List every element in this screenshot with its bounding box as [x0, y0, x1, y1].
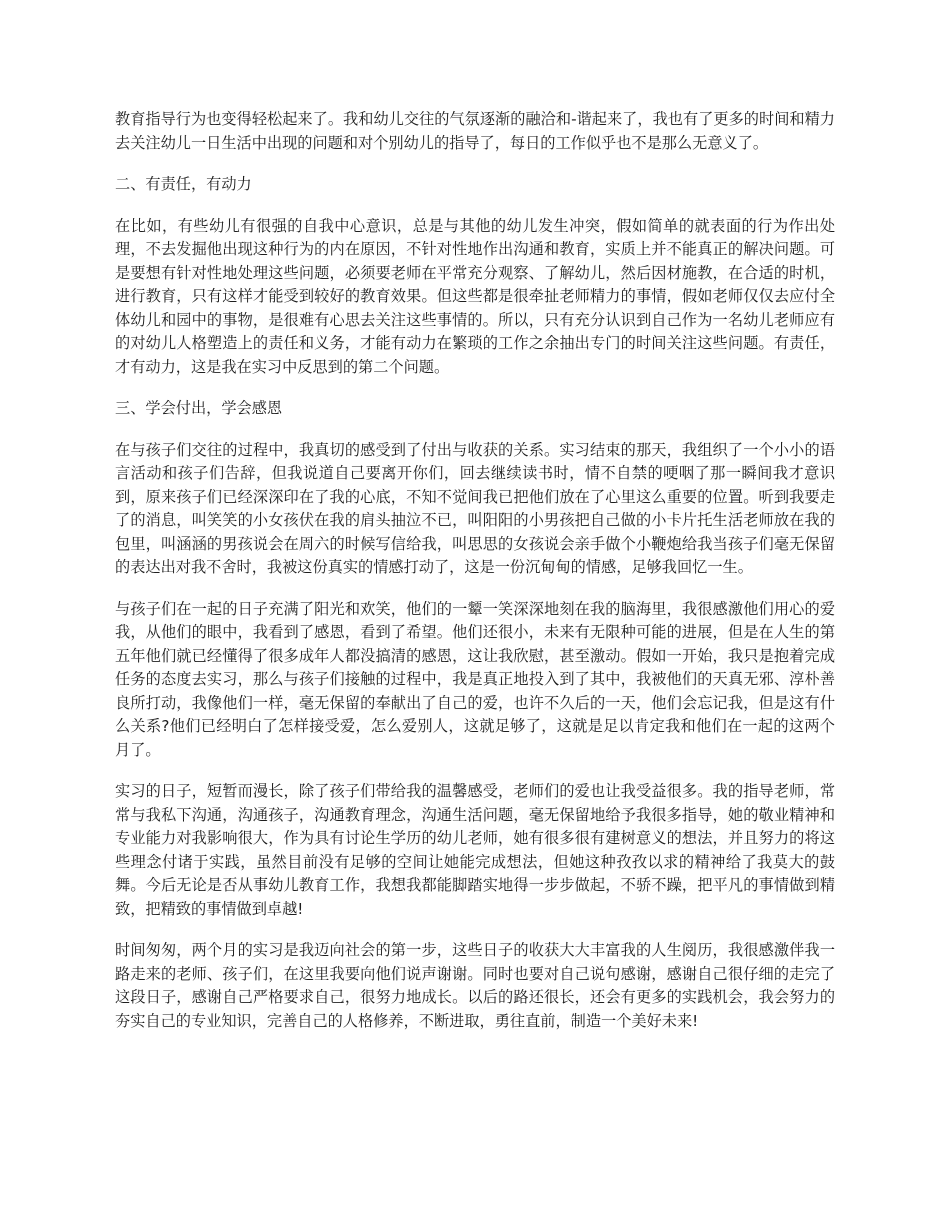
paragraph-responsibility: 在比如，有些幼儿有很强的自我中心意识，总是与其他的幼儿发生冲突，假如简单的就表面的行为作出处理，不去发掘他出现这种行为的内在原因，不针对性地作出沟通和教育，实质上并不能真正的解决问题。可是要想有针对性地处理这些问题，必须要老师在平常充分观察、了解幼儿，然后因材施教，在合适的时机，进行教育，只有这样才能受到较好的教育效果。但这些都是很牵扯老师精力的事情，假如老师仅仅去应付全体幼儿和园中的事物，是很难有心思去关注这些事情的。所以，只有充分认识到自己作为一名幼儿老师应有的对幼儿人格塑造上的责任和义务，才能有动力在繁琐的工作之余抽出专门的时间关注这些问题。有责任，才有动力，这是我在实习中反思到的第二个问题。	[115, 216, 835, 376]
section-heading-2: 二、有责任，有动力	[115, 175, 252, 193]
document-body	[115, 108, 835, 1051]
paragraph-intro: 教育指导行为也变得轻松起来了。我和幼儿交往的气氛逐渐的融洽和-谐起来了，我也有了更多的时间和精力去关注幼儿一日生活中出现的问题和对个别幼儿的指导了，每日的工作似乎也不是那么无意义了。	[115, 110, 835, 152]
paragraph-conclusion: 时间匆匆，两个月的实习是我迈向社会的第一步，这些日子的收获大大丰富我的人生阅历，我很感激伴我一路走来的老师、孩子们，在这里我要向他们说声谢谢。同时也要对自己说句感谢，感谢自己很仔细的走完了这段日子，感谢自己严格要求自己，很努力地成长。以后的路还很长，还会有更多的实践机会，我会努力的夯实自己的专业知识，完善自己的人格修养，不断进取，勇往直前，制造一个美好未来!	[115, 941, 835, 1030]
paragraph-mentor: 实习的日子，短暂而漫长，除了孩子们带给我的温馨感受，老师们的爱也让我受益很多。我的指导老师，常常与我私下沟通，沟通孩子，沟通教育理念，沟通生活问题，毫无保留地给予我很多指导，她的敬业精神和专业能力对我影响很大，作为具有讨论生学历的幼儿老师，她有很多很有建树意义的想法，并且努力的将这些理念付诸于实践，虽然目前没有足够的空间让她能完成想法，但她这种孜孜以求的精神给了我莫大的鼓舞。今后无论是否从事幼儿教育工作，我想我都能脚踏实地得一步步做起，不骄不躁，把平凡的事情做到精致，把精致的事情做到卓越!	[115, 782, 835, 918]
paragraph-farewell: 在与孩子们交往的过程中，我真切的感受到了付出与收获的关系。实习结束的那天，我组织了一个小小的语言活动和孩子们告辞，但我说道自己要离开你们，回去继续读书时，情不自禁的哽咽了那一瞬间我才意识到，原来孩子们已经深深印在了我的心底，不知不觉间我已把他们放在了心里这么重要的位置。听到我要走了的消息，叫笑笑的小女孩伏在我的肩头抽泣不已，叫阳阳的小男孩把自己做的小卡片托生活老师放在我的包里，叫涵涵的男孩说会在周六的时候写信给我，叫思思的女孩说会亲手做个小鞭炮给我当孩子们毫无保留的表达出对我不舍时，我被这份真实的情感打动了，这是一份沉甸甸的情感，足够我回忆一生。	[115, 440, 835, 576]
section-heading-3: 三、学会付出，学会感恩	[115, 399, 283, 417]
paragraph-children: 与孩子们在一起的日子充满了阳光和欢笑，他们的一颦一笑深深地刻在我的脑海里，我很感激他们用心的爱我，从他们的眼中，我看到了感恩，看到了希望。他们还很小，未来有无限种可能的进展，但是在人生的第五年他们就已经懂得了很多成年人都没搞清的感恩，这让我欣慰，甚至激动。假如一开始，我只是抱着完成任务的态度去实习，那么与孩子们接触的过程中，我是真正地投入到了其中，我被他们的天真无邪、淳朴善良所打动，我像他们一样，毫无保留的奉献出了自己的爱，也许不久后的一天，他们会忘记我，但是这有什么关系?他们已经明白了怎样接受爱，怎么爱别人，这就足够了，这就是足以肯定我和他们在一起的这两个月了。	[115, 599, 835, 759]
